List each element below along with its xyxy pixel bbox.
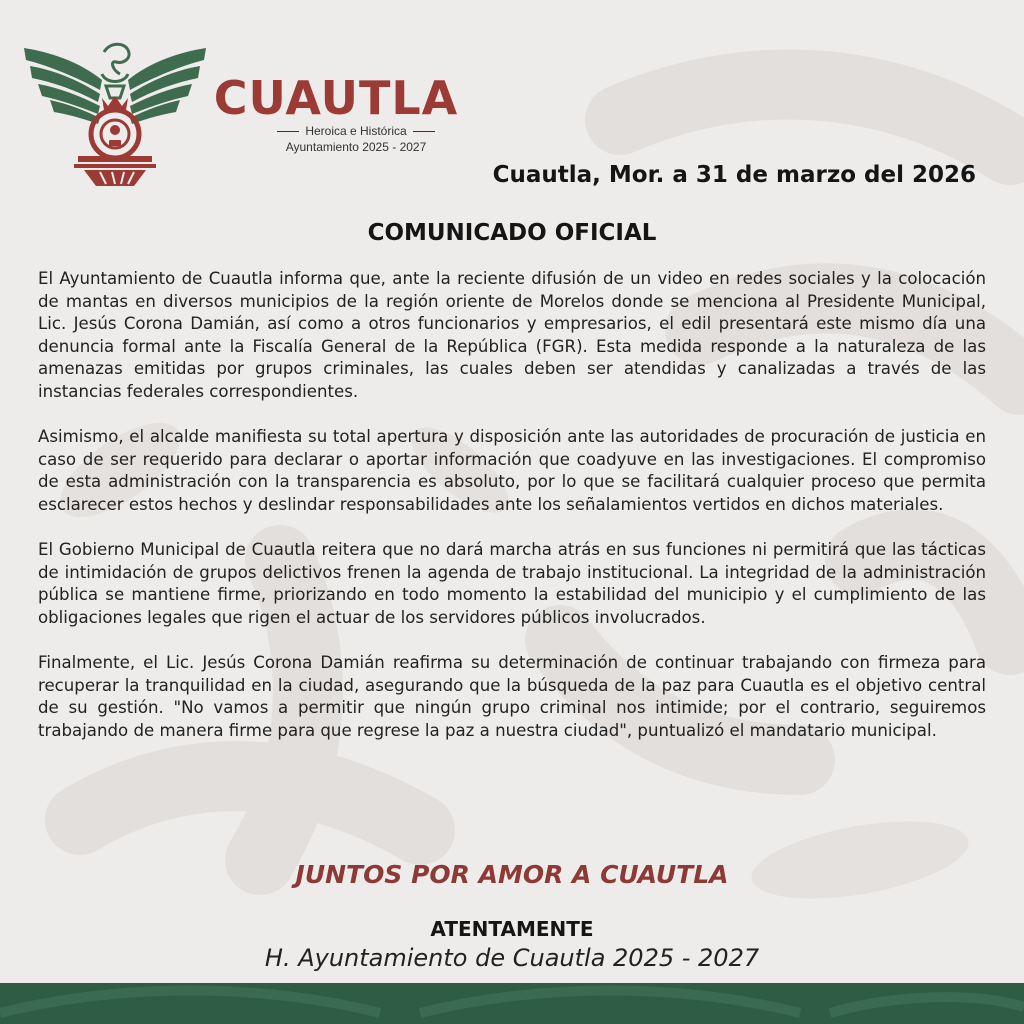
date-line: Cuautla, Mor. a 31 de marzo del 2026 xyxy=(492,162,976,188)
document-heading: COMUNICADO OFICIAL xyxy=(367,220,657,246)
paragraph: Asimismo, el alcalde manifiesta su total apertura y disposición ante las autoridades de procuración de justicia en caso de ser requerido para declarar o aportar información que coadyuve en las investigaciones. El compromiso de esta administración con la transparencia es absoluto, por lo que se facilitará cualquier proceso que permita esclarecer estos hechos y deslindar responsabilidades ante los señalamientos vertidos en dichos materiales. xyxy=(38,427,986,514)
cuautla-eagle-crest-icon xyxy=(20,40,210,192)
paragraph: El Ayuntamiento de Cuautla informa que, ante la reciente difusión de un video en redes sociales y la colocación de mantas en diversos municipios de la región oriente de Morelos donde se menciona al Presidente Municipal, Lic. Jesús Corona Damián, así como a otros funcionarios y empresarios, el edil presentará este mismo día una denuncia formal ante la Fiscalía General de la República (FGR). Esta medida responde a la naturaleza de las amenazas emitidas por grupos criminales, las cuales deben ser atendidas y canalizadas a través de las instancias federales correspondientes. xyxy=(38,269,986,401)
footer-pattern xyxy=(0,983,1024,1024)
brand-tagline-row xyxy=(206,124,466,138)
signature: H. Ayuntamiento de Cuautla 2025 - 2027 xyxy=(264,944,760,972)
slogan: JUNTOS POR AMOR A CUAUTLA xyxy=(295,860,729,889)
brand-tagline: Heroica e Histórica xyxy=(305,124,407,138)
footer-band xyxy=(0,983,1024,1024)
document-body xyxy=(38,268,986,765)
brand-block xyxy=(206,72,466,154)
brand-title: CUAUTLA xyxy=(213,71,459,125)
divider xyxy=(277,131,299,132)
divider xyxy=(413,131,435,132)
paragraph: El Gobierno Municipal de Cuautla reitera que no dará marcha atrás en sus funciones ni permitirá que las tácticas de intimidación de grupos delictivos frenen la agenda de trabajo institucional. La integridad de la administración pública se mantiene firme, priorizando en todo momento la estabilidad del municipio y el cumplimiento de las obligaciones legales que rigen el actuar de los servidores públicos involucrados. xyxy=(38,540,986,627)
paragraph: Finalmente, el Lic. Jesús Corona Damián reafirma su determinación de continuar trabajando con firmeza para recuperar la tranquilidad en la ciudad, asegurando que la búsqueda de la paz para Cuautla es el objetivo central de su gestión. "No vamos a permitir que ningún grupo criminal nos intimide; por el contrario, seguiremos trabajando de manera firme para que regrese la paz a nuestra ciudad", puntualizó el mandatario municipal. xyxy=(38,653,986,740)
closing: ATENTAMENTE xyxy=(430,917,594,941)
brand-term: Ayuntamiento 2025 - 2027 xyxy=(285,140,427,154)
